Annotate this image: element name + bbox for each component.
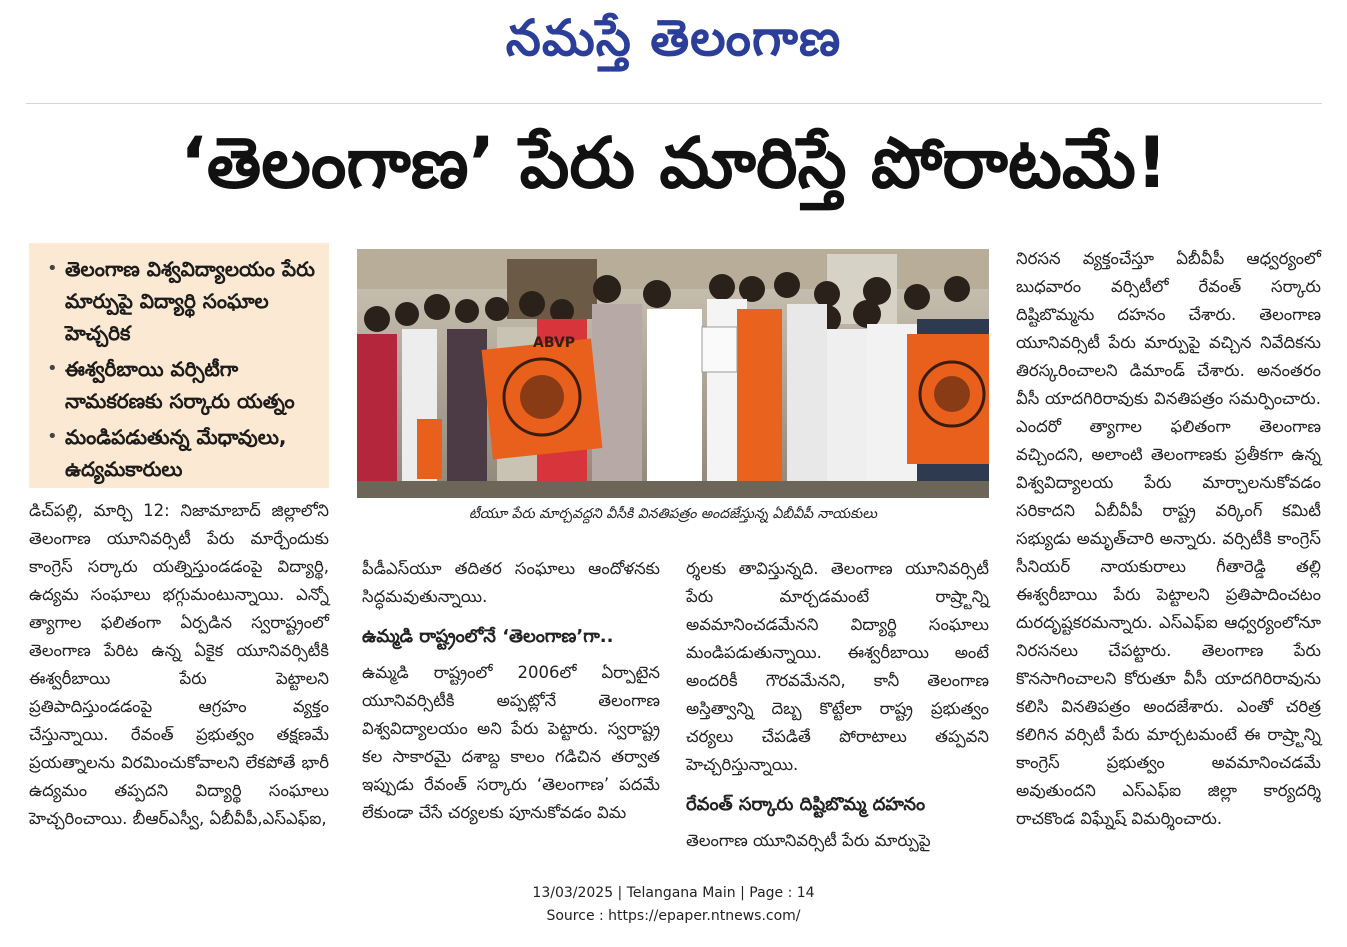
highlight-text: ఈశ్వరీబాయి వర్సిటీగా నామకరణకు సర్కారు యత్నం	[65, 357, 295, 413]
article-paragraph: డిచ్‌పల్లి, మార్చి 12: నిజామాబాద్ జిల్లాలోని తెలంగాణ యూనివర్సిటీ పేరు మార్చేందుకు కాంగ్రెస్ సర్కారు యత్నిస్తుండడంపై విద్యార్థి, ఉద్యమ సంఘాలు భగ్గుమంటున్నాయి. ఎన్నో త్యాగాల ఫలితంగా ఏర్పడిన స్వరాష్ట్రంలో తెలంగాణ పేరిట ఉన్న ఏకైక యూనివర్సిటీకి ఈశ్వరీబాయి పేరు పెట్టాలని ప్రతిపాదిస్తుండడంపై ఆగ్రహం వ్యక్తం చేస్తున్నాయి. రేవంత్ ప్రభుత్వం తక్షణమే ప్రయత్నాలను విరమించుకోవాలని లేకపోతే భారీ ఉద్యమం తప్పదని విద్యార్థి సంఘాలు హెచ్చరించాయి. బీఆర్ఎస్వీ, ఏబీవీపీ,ఎస్ఎఫ్ఐ,	[29, 501, 329, 828]
bullet-icon: •	[47, 258, 58, 279]
article-subheading: ఉమ్మడి రాష్ట్రంలోనే ‘తెలంగాణ’గా..	[362, 626, 614, 647]
highlight-item	[47, 353, 323, 417]
article-paragraph: నిరసన వ్యక్తంచేస్తూ ఏబీవీపీ ఆధ్వర్యంలో బుధవారం వర్సిటీలో రేవంత్ సర్కారు దిష్టిబొమ్మను దహనం చేశారు. తెలంగాణ యూనివర్సిటీ పేరు మార్పుపై వచ్చిన నివేదికను తిరస్కరించాలని డిమాండ్ చేశారు. అనంతరం వీసీ యాదగిరిరావుకు వినతిపత్రం సమర్పించారు. ఎందరో త్యాగాల ఫలితంగా తెలంగాణ వచ్చిందని, అలాంటి తెలంగాణకు ప్రతీకగా ఉన్న విశ్వవిద్యాలయ పేరు మార్చాలనుకోవడం సరికాదని ఏబీవీపీ రాష్ట్ర వర్కింగ్ కమిటీ సభ్యుడు అమృత్‌చారి అన్నారు. వర్సిటీకి కాంగ్రెస్ సీనియర్ నాయకురాలు గీతారెడ్డి తల్లి ఈశ్వరీబాయి పేరు పెట్టాలని ప్రతిపాదించటం దురదృష్టకరమన్నారు. ఎస్ఎఫ్ఐ ఆధ్వర్యంలోనూ నిరసనలు చేపట్టారు. తెలంగాణ పేరు కొనసాగించాలని కోరుతూ వీసీ యాదగిరిరావును కలిసి వినతిపత్రం అందజేశారు. ఎంతో చరిత్ర కలిగిన వర్సిటీ పేరు మార్చటమంటే ఈ రాష్ర్టాన్ని కాంగ్రెస్ ప్రభుత్వం అవమానించడమే అవుతుందని ఎస్ఎఫ్ఐ జిల్లా కార్యదర్శి రాచకొండ విఘ్నేష్ విమర్శించారు.	[1016, 249, 1321, 828]
article-subheading: రేవంత్ సర్కారు దిష్టిబొమ్మ దహనం	[686, 794, 926, 815]
protest-photo-illustration	[357, 249, 989, 498]
article-paragraph: పీడీఎస్‌యూ తదితర సంఘాలు ఆందోళనకు సిద్ధమవుతున్నాయి.	[362, 559, 660, 606]
highlight-item	[47, 421, 323, 485]
bullet-icon: •	[47, 358, 58, 379]
article-column-1	[29, 497, 329, 833]
article-paragraph: తెలంగాణ యూనివర్సిటీ పేరు మార్పుపై	[686, 831, 931, 850]
article-column-2	[362, 555, 660, 827]
masthead-divider	[26, 103, 1322, 104]
article-column-4	[1016, 245, 1321, 833]
article-paragraph: ర్శలకు తావిస్తున్నది. తెలంగాణ యూనివర్సిటీ పేరు మార్చడమంటే రాష్ర్టాన్ని అవమానించడమేనని విద్యార్థి సంఘాలు మండిపడుతున్నాయి. ఈశ్వరీబాయి అంటే అందరికీ గౌరవమేనని, కానీ తెలంగాణ అస్తిత్వాన్ని దెబ్బ కొట్టేలా రాష్ట్ర ప్రభుత్వం చర్యలు చేపడితే పోరాటాలు తప్పవని హెచ్చరిస్తున్నాయి.	[686, 559, 989, 774]
flag-label: ABVP	[533, 335, 576, 351]
bullet-icon: •	[47, 426, 58, 447]
highlights-box	[29, 243, 329, 488]
photo-caption: టీయూ పేరు మార్చవద్దని వీసీకి వినతిపత్రం అందజేస్తున్న ఏబీవీపీ నాయకులు	[468, 506, 878, 522]
highlight-item	[47, 253, 323, 349]
article-paragraph: ఉమ్మడి రాష్ట్రంలో 2006లో ఏర్పాటైన యూనివర్సిటీకి అప్పట్లోనే తెలంగాణ విశ్వవిద్యాలయం అని పేరు పెట్టారు. స్వరాష్ట్ర కల సాకారమై దశాబ్ద కాలం గడిచిన తర్వాత ఇప్పుడు రేవంత్ సర్కారు ‘తెలంగాణ’ పదమే లేకుండా చేసే చర్యలకు పూనుకోవడం విమ	[362, 663, 660, 822]
footer-date-page: 13/03/2025 | Telangana Main | Page : 14	[532, 885, 815, 901]
newspaper-masthead: నమస్తే తెలంగాణ	[505, 8, 842, 67]
footer-source: Source : https://epaper.ntnews.com/	[546, 908, 801, 924]
article-column-3	[686, 555, 989, 855]
article-headline: ‘తెలంగాణ’ పేరు మారిస్తే పోరాటమే!	[180, 122, 1168, 204]
highlight-text: మండిపడుతున్న మేధావులు, ఉద్యమకారులు	[65, 425, 287, 481]
news-photo	[357, 249, 989, 498]
highlight-text: తెలంగాణ విశ్వవిద్యాలయం పేరు మార్పుపై విద్యార్థి సంఘాల హెచ్చరిక	[65, 257, 315, 345]
